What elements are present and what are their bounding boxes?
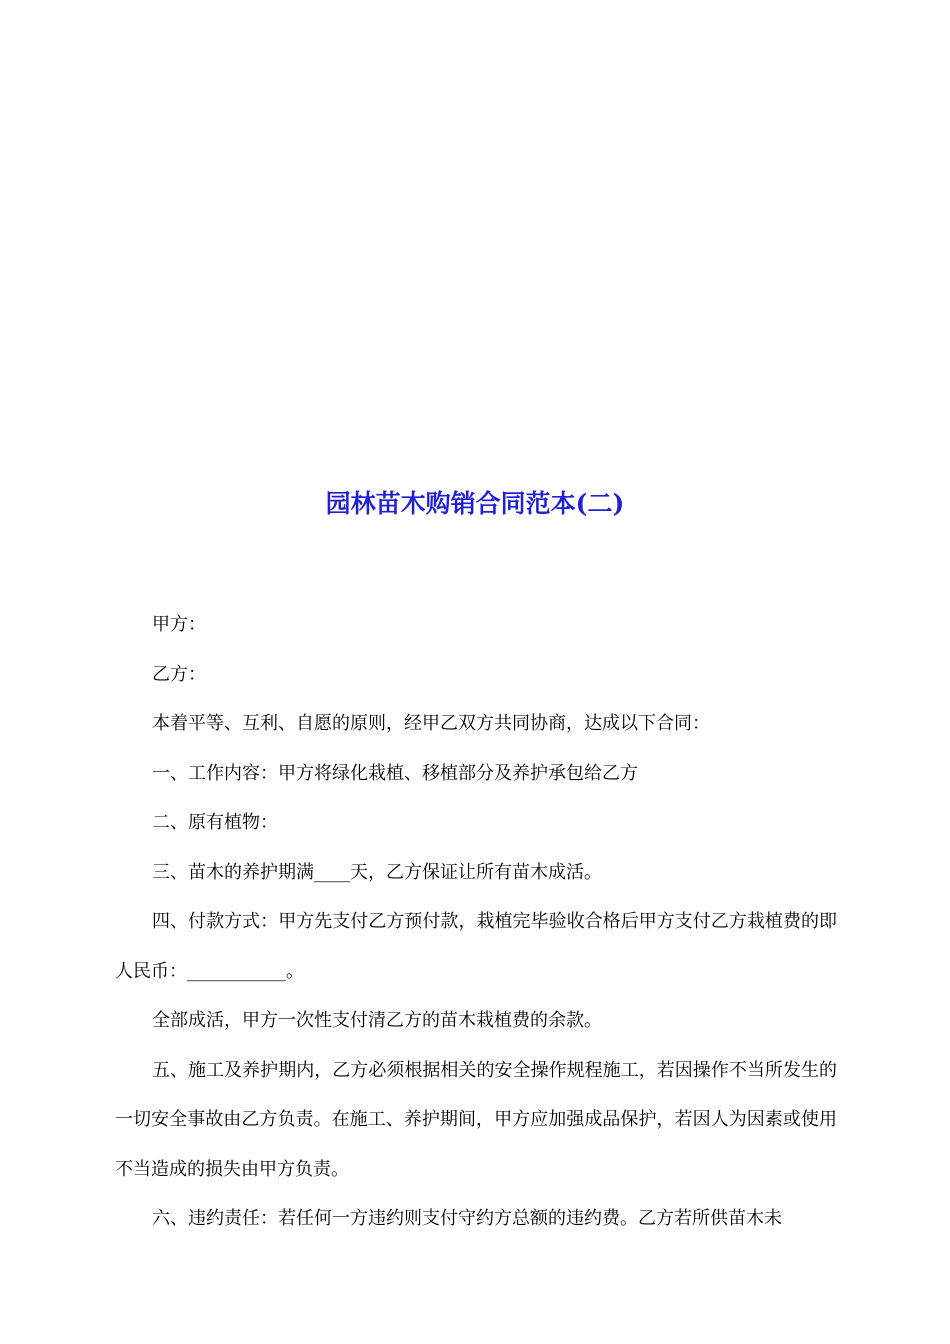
clause-1-paragraph: 一、工作内容：甲方将绿化栽植、移植部分及养护承包给乙方 (152, 762, 638, 784)
clause-3-paragraph: 三、苗木的养护期满____天，乙方保证让所有苗木成活。 (152, 861, 602, 883)
clause-4-paragraph: 四、付款方式：甲方先支付乙方预付款，栽植完毕验收合格后甲方支付乙方栽植费的即人民币：___________。 (115, 911, 837, 982)
clause-5-paragraph: 五、施工及养护期内，乙方必须根据相关的安全操作规程施工，若因操作不当所发生的一切安全事故由乙方负责。在施工、养护期间，甲方应加强成品保护，若因人为因素或使用不当造成的损失由甲方负责。 (115, 1059, 837, 1180)
clause-2-paragraph: 二、原有植物： (152, 812, 278, 833)
document-body (115, 600, 837, 1244)
document-title: 园林苗木购销合同范本(二) (325, 489, 625, 518)
clause-6-paragraph: 六、违约责任：若任何一方违约则支付守约方总额的违约费。乙方若所供苗木未 (152, 1208, 782, 1229)
party-b-line: 乙方： (152, 663, 206, 685)
clause-4-continuation: 全部成活，甲方一次性支付清乙方的苗木栽植费的余款。 (152, 1010, 602, 1031)
preamble-paragraph: 本着平等、互利、自愿的原则，经甲乙双方共同协商，达成以下合同： (152, 713, 710, 734)
party-a-line: 甲方： (152, 614, 206, 635)
